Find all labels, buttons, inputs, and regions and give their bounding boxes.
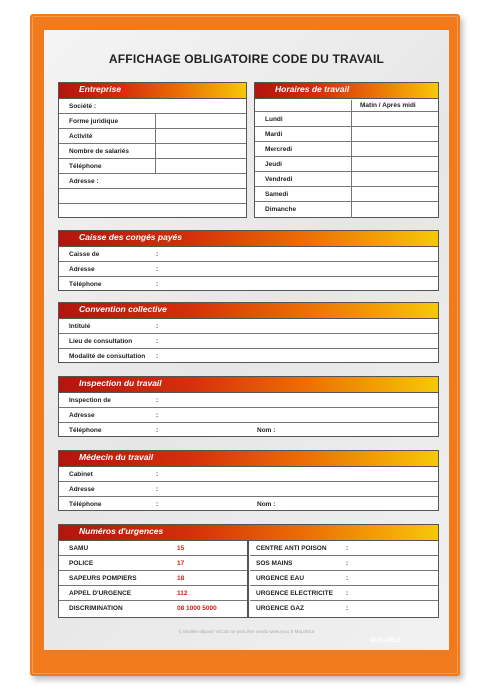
- convention-row: [59, 334, 438, 349]
- urgence-label: POLICE: [69, 560, 94, 567]
- medecin-colon: :: [156, 486, 159, 493]
- inspection-colon: :: [156, 397, 159, 404]
- convention-rows: [59, 319, 438, 363]
- conges-row: [59, 262, 438, 277]
- medecin-colon: :: [156, 471, 159, 478]
- day-row: [255, 172, 438, 187]
- urgence-right-label: URGENCE EAU: [256, 575, 305, 582]
- entreprise-rows: [59, 99, 246, 218]
- copyright-footer: © Modèle déposé YsCnD ne peut être vendu www.ysco.fr Maj.05/10: [178, 629, 315, 634]
- inspection-heading: Inspection du travail: [79, 378, 162, 388]
- medecin-label: Adresse: [69, 486, 95, 493]
- medecin-header: [59, 451, 438, 467]
- entreprise-row: [59, 159, 246, 174]
- urgences-heading: Numéros d'urgences: [79, 526, 164, 536]
- inspection-colon: :: [156, 412, 159, 419]
- horaires-rows: [255, 112, 438, 216]
- conges-label: Caisse de: [69, 251, 100, 258]
- entreprise-box: [58, 82, 247, 218]
- urgence-label: SAMU: [69, 545, 89, 552]
- urgence-label: APPEL D'URGENCE: [69, 590, 132, 597]
- day-label: Lundi: [265, 116, 283, 123]
- urgence-row: [59, 541, 247, 556]
- urgences-left-col: [59, 541, 247, 615]
- convention-label: Lieu de consultation: [69, 338, 133, 345]
- entreprise-row: [59, 144, 246, 159]
- medecin-row: [59, 497, 438, 511]
- day-label: Samedi: [265, 191, 289, 198]
- entreprise-row: [59, 114, 246, 129]
- urgence-right-label: SOS MAINS: [256, 560, 293, 567]
- urgences-box: [58, 524, 439, 618]
- day-row: [255, 187, 438, 202]
- urgence-label: SAPEURS POMPIERS: [69, 575, 137, 582]
- conges-colon: :: [156, 281, 159, 288]
- entreprise-label: Société :: [69, 103, 97, 110]
- urgence-label: DISCRIMINATION: [69, 605, 123, 612]
- urgences-body: [59, 541, 438, 617]
- medecin-nom-label: Nom :: [257, 501, 276, 508]
- medecin-box: [58, 450, 439, 511]
- urgence-row: [59, 601, 247, 615]
- entreprise-row: [59, 189, 246, 204]
- urgences-right-col: [250, 541, 438, 615]
- convention-label: Intitulé: [69, 323, 91, 330]
- medecin-colon: :: [156, 501, 159, 508]
- conges-heading: Caisse des congés payés: [79, 232, 183, 242]
- urgence-number: 08 1000 5000: [177, 605, 217, 612]
- inspection-box: [58, 376, 439, 437]
- convention-heading: Convention collective: [79, 304, 167, 314]
- conges-header: [59, 231, 438, 247]
- medecin-label: Cabinet: [69, 471, 93, 478]
- entreprise-row: [59, 174, 246, 189]
- entreprise-heading: Entreprise: [79, 84, 122, 94]
- urgence-right-label: URGENCE GAZ: [256, 605, 305, 612]
- horaires-header: [255, 83, 438, 99]
- convention-row: [59, 349, 438, 363]
- urgence-number: 18: [177, 575, 185, 582]
- inspection-row: [59, 423, 438, 437]
- urgence-right-row: [250, 571, 438, 586]
- urgence-right-colon: :: [346, 575, 349, 582]
- entreprise-row: [59, 204, 246, 218]
- horaires-matin-apresmidi: Matin / Après midi: [360, 102, 416, 109]
- conges-row: [59, 277, 438, 291]
- inspection-rows: [59, 393, 438, 437]
- conges-label: Téléphone: [69, 281, 102, 288]
- inspection-label: Inspection de: [69, 397, 111, 404]
- inspection-header: [59, 377, 438, 393]
- entreprise-label: Adresse :: [69, 178, 99, 185]
- conges-row: [59, 247, 438, 262]
- urgence-right-label: CENTRE ANTI POISON: [256, 545, 327, 552]
- urgence-row: [59, 571, 247, 586]
- day-row: [255, 142, 438, 157]
- urgence-right-colon: :: [346, 590, 349, 597]
- urgence-right-colon: :: [346, 560, 349, 567]
- entreprise-row: [59, 99, 246, 114]
- day-row: [255, 157, 438, 172]
- urgences-header: [59, 525, 438, 541]
- urgence-right-label: URGENCE ELECTRICITE: [256, 590, 333, 597]
- day-row: [255, 127, 438, 142]
- inspection-label: Téléphone: [69, 427, 102, 434]
- poster-title: AFFICHAGE OBLIGATOIRE CODE DU TRAVAIL: [108, 52, 385, 66]
- day-label: Vendredi: [265, 176, 293, 183]
- inspection-label: Adresse: [69, 412, 95, 419]
- day-label: Mercredi: [265, 146, 293, 153]
- durable-logo: DURABLE: [370, 638, 402, 644]
- conges-label: Adresse: [69, 266, 95, 273]
- urgence-right-colon: :: [346, 605, 349, 612]
- conges-colon: :: [156, 251, 159, 258]
- inspection-colon: :: [156, 427, 159, 434]
- conges-rows: [59, 247, 438, 291]
- convention-box: [58, 302, 439, 363]
- horaires-heading: Horaires de travail: [275, 84, 350, 94]
- medecin-heading: Médecin du travail: [79, 452, 154, 462]
- horaires-box: [254, 82, 439, 218]
- urgence-row: [59, 586, 247, 601]
- entreprise-label: Activité: [69, 133, 93, 140]
- convention-colon: :: [156, 338, 159, 345]
- entreprise-label: Nombre de salariés: [69, 148, 129, 155]
- convention-label: Modalité de consultation: [69, 353, 146, 360]
- entreprise-header: [59, 83, 246, 99]
- convention-header: [59, 303, 438, 319]
- day-label: Dimanche: [265, 206, 297, 213]
- inspection-row: [59, 408, 438, 423]
- day-label: Jeudi: [265, 161, 282, 168]
- entreprise-row: [59, 129, 246, 144]
- medecin-rows: [59, 467, 438, 511]
- inspection-row: [59, 393, 438, 408]
- horaires-column-header: [255, 99, 438, 112]
- convention-colon: :: [156, 323, 159, 330]
- entreprise-label: Forme juridique: [69, 118, 119, 125]
- medecin-label: Téléphone: [69, 501, 102, 508]
- urgence-row: [59, 556, 247, 571]
- inspection-nom-label: Nom :: [257, 427, 276, 434]
- urgence-right-row: [250, 601, 438, 615]
- medecin-row: [59, 482, 438, 497]
- conges-box: [58, 230, 439, 291]
- conges-colon: :: [156, 266, 159, 273]
- urgence-number: 112: [177, 590, 188, 597]
- medecin-row: [59, 467, 438, 482]
- poster-sheet: [44, 30, 449, 650]
- urgences-divider: [247, 541, 249, 617]
- day-row: [255, 202, 438, 216]
- urgence-right-row: [250, 556, 438, 571]
- day-label: Mardi: [265, 131, 283, 138]
- convention-colon: :: [156, 353, 159, 360]
- convention-row: [59, 319, 438, 334]
- urgence-number: 15: [177, 545, 185, 552]
- urgence-number: 17: [177, 560, 185, 567]
- urgence-right-row: [250, 586, 438, 601]
- urgence-right-row: [250, 541, 438, 556]
- day-row: [255, 112, 438, 127]
- entreprise-label: Téléphone: [69, 163, 102, 170]
- urgence-right-colon: :: [346, 545, 349, 552]
